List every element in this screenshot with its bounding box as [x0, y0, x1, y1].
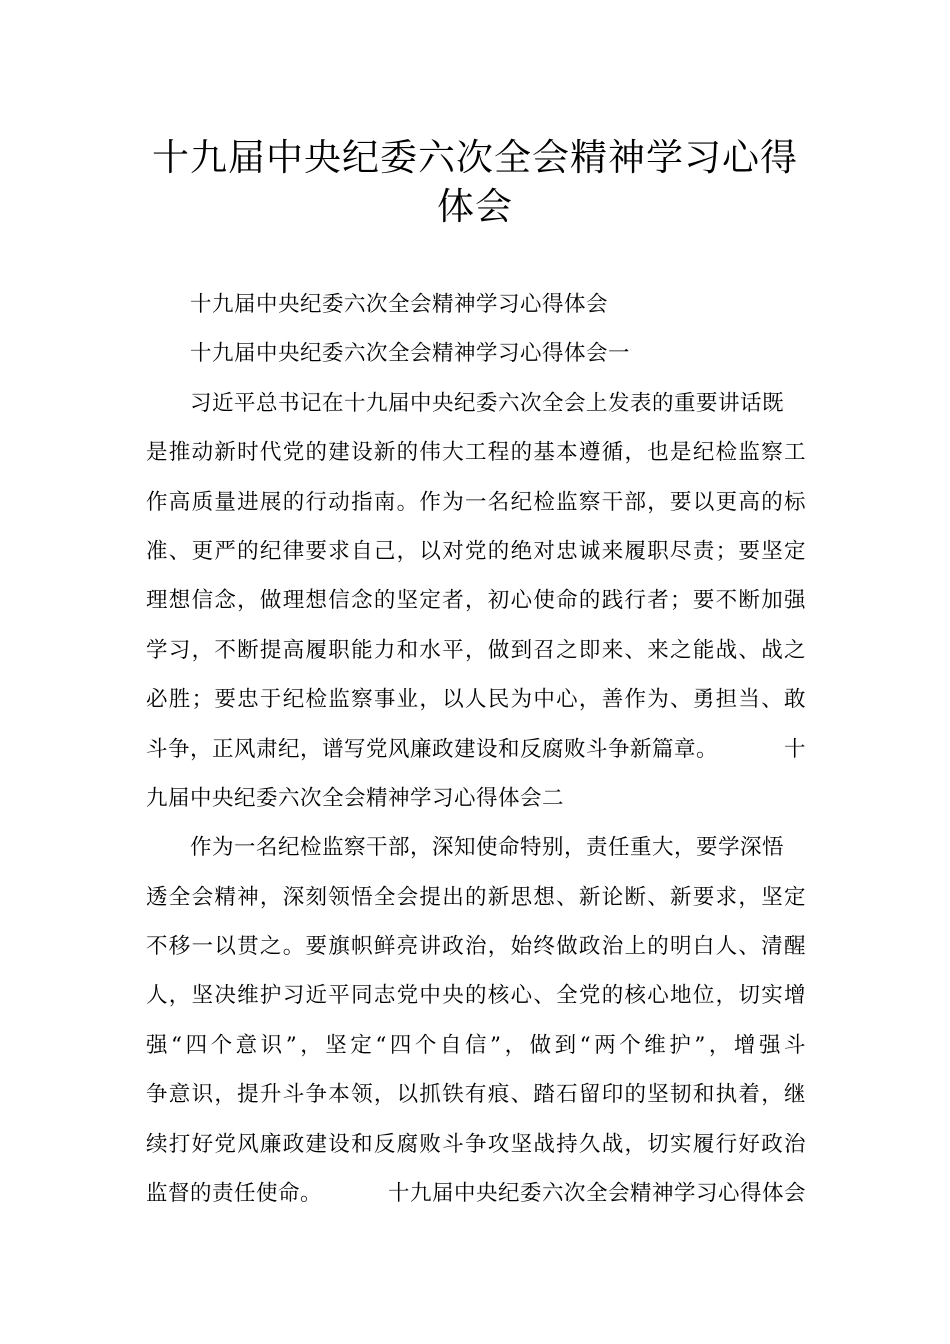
- document-body: [146, 280, 806, 1218]
- subheading-2: 九届中央纪委六次全会精神学习心得体会二: [146, 785, 565, 811]
- paragraph-2-line-1: 作为一名纪检监察干部，深知使命特别，责任重大，要学深悟: [190, 835, 785, 861]
- heading: 十九届中央纪委六次全会精神学习心得体会: [190, 292, 609, 317]
- paragraph-2-line-4: 人，坚决维护习近平同志党中央的核心、全党的核心地位，切实增: [146, 983, 806, 1009]
- paragraph-2-line-7: 续打好党风廉政建设和反腐败斗争攻坚战持久战，切实履行好政治: [146, 1131, 806, 1157]
- paragraph-1-line-5: 理想信念，做理想信念的坚定者，初心使命的践行者；要不断加强: [146, 588, 806, 614]
- subheading-1: 十九届中央纪委六次全会精神学习心得体会一: [190, 341, 631, 367]
- paragraph-2-line-6: 争意识，提升斗争本领，以抓铁有痕、踏石留印的坚韧和执着，继: [146, 1082, 806, 1108]
- paragraph-2-last-text: 监督的责任使命。: [146, 1181, 323, 1207]
- paragraph-1-line-6: 学习，不断提高履职能力和水平，做到召之即来、来之能战、战之: [146, 637, 806, 663]
- document-title-line-1: 十九届中央纪委六次全会精神学习心得: [152, 136, 798, 179]
- paragraph-1-line-2: 是推动新时代党的建设新的伟大工程的基本遵循，也是纪检监察工: [146, 440, 806, 466]
- paragraph-1-line-8: [146, 725, 806, 774]
- paragraph-2-line-8: [146, 1169, 806, 1218]
- paragraph-1-line-3: 作高质量进展的行动指南。作为一名纪检监察干部，要以更高的标: [146, 489, 806, 515]
- paragraph-1-last-tail: 十: [783, 736, 806, 762]
- paragraph-1-line-4: 准、更严的纪律要求自己，以对党的绝对忠诚来履职尽责；要坚定: [146, 538, 806, 564]
- document-title-line-2: 体会: [437, 185, 513, 228]
- paragraph-2-line-3: 不移一以贯之。要旗帜鲜亮讲政治，始终做政治上的明白人、清醒: [146, 934, 806, 960]
- paragraph-1-line-7: 必胜；要忠于纪检监察事业，以人民为中心，善作为、勇担当、敢: [146, 687, 806, 713]
- paragraph-1-line-1: 习近平总书记在十九届中央纪委六次全会上发表的重要讲话既: [190, 390, 785, 416]
- paragraph-2-last-tail: 十九届中央纪委六次全会精神学习心得体会: [387, 1181, 806, 1207]
- paragraph-1-last-text: 斗争，正风肃纪，谱写党风廉政建设和反腐败斗争新篇章。: [146, 736, 719, 762]
- paragraph-2-line-5: 强“四个意识”，坚定“四个自信”，做到“两个维护”，增强斗: [146, 1032, 806, 1058]
- paragraph-2-line-2: 透全会精神，深刻领悟全会提出的新思想、新论断、新要求，坚定: [146, 884, 806, 910]
